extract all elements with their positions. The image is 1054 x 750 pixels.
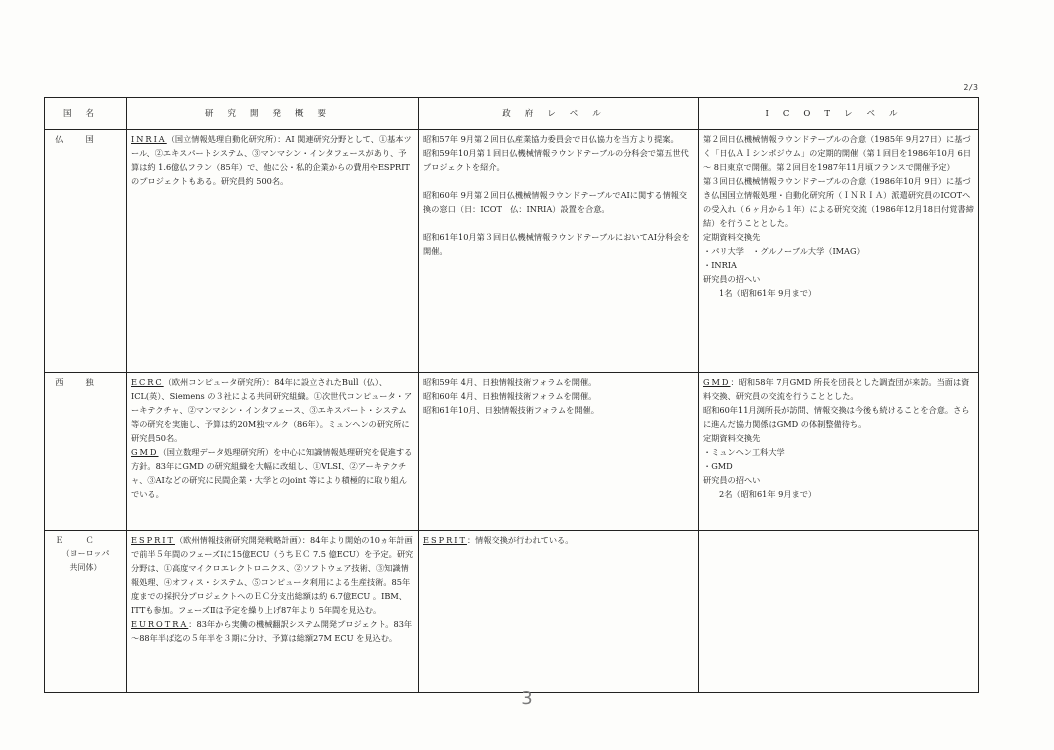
header-government: 政府レベル [419, 98, 699, 130]
government-item: 昭和60年 9月第２回日仏機械情報ラウンドテーブルでAIに関する情報交換の窓口（日：ICOT 仏：INRIA）設置を合意。 [423, 190, 688, 214]
government-cell [419, 373, 699, 531]
org-name: ECRC [131, 377, 164, 387]
icot-item: 定期資料交換先 [703, 433, 761, 443]
government-item: 昭和61年10月第３回日仏機械情報ラウンドテーブルにおいてAI分科会を開催。 [423, 232, 690, 256]
org-name: ESPRIT [131, 535, 175, 545]
header-icot: ICOTレベル [699, 98, 979, 130]
country-cell [45, 531, 127, 693]
org-name: EUROTRA [131, 619, 189, 629]
icot-item: ：昭和58年 7月GMD 所長を団長とした調査団が来訪。当面は資料交換、研究員の交流を行うこととした。 [703, 377, 970, 401]
research-text: （欧州情報技術研究開発戦略計画）：84年より開始の10ヵ年計画で前半５年間のフェーズⅠに15億ECU（うちＥＣ 7.5 億ECU）を予定。研究分野は、①高度マイクロエレクトロニクス、②ソフトウェア技術、③知識情報処理、④オフィス・システム、⑤コンピュータ利用による生産技術。85年度までの採択分プロジェクトへのＥＣ分支出総額は約 6.7億ECU 。IBM、ITTも参加。フェーズⅡは予定を繰り上げ87年より 5年間を見込む。 [131, 535, 414, 615]
icot-item: 第３回日仏機械情報ラウンドテーブルの合意（1986年10月 9日）に基づき仏国国立情報処理・自動化研究所（ＩＮＲＩＡ）派遣研究員のICOTへの受入れ（６ヶ月から１年）による研究交流（1986年12月18日付覚書締結）を行うこととした。 [703, 176, 974, 228]
icot-item: 昭和60年11月渕所長が訪問、情報交換は今後も続けることを合意。さらに進んだ協力関係はGMD の体制整備待ち。 [703, 405, 970, 429]
cooperation-table [44, 97, 979, 693]
icot-item: 1名（昭和61年 9月まで） [719, 288, 817, 298]
country-name: ＥＣ [55, 535, 116, 545]
icot-item: ・ミュンヘン工科大学 [703, 447, 785, 457]
government-item: 昭和60年 4月、日独情報技術フォラムを開催。 [423, 391, 597, 401]
icot-item: 第２回日仏機械情報ラウンドテーブルの合意（1985年 9月27日）に基づく「日仏ＡＩシンポジウム」の定期的開催（第１回目を1986年10月 6日～ 8日東京で開催。第２回目を1987年11月頃フランスで開催予定） [703, 134, 972, 172]
research-cell [127, 531, 419, 693]
header-country: 国名 [45, 98, 127, 130]
icot-cell [699, 373, 979, 531]
page-number: 3 [521, 688, 533, 709]
org-name: ESPRIT [423, 535, 467, 545]
table-row-west-germany [45, 373, 979, 531]
research-cell [127, 373, 419, 531]
research-text: （国立情報処理自動化研究所）：AI 関連研究分野として、①基本ツール、②エキスパートシステム、③マンマシン・インタフェースがあり、予算は約 1.6億仏フラン（85年）で、他に公・私的企業からの費用やESPRITのプロジェクトもある。研究員約 500名。 [131, 134, 412, 186]
government-item: 昭和57年 9月第２回日仏産業協力委員会で日仏協力を当方より提案。 [423, 134, 679, 144]
government-item: 昭和59年10月第１回日仏機械情報ラウンドテーブルの分科会で第五世代プロジェクトを紹介。 [423, 148, 689, 172]
page-mark: 2/3 [963, 83, 978, 92]
research-text: （欧州コンピュータ研究所）：84年に設立されたBull（仏）、ICL(英）、Siemens の３社による共同研究組織。①次世代コンピュータ・アーキテクチャ、②マンマシン・インタフェース、③エキスパート・システム等の研究を実施し、予算は約20M独マルク（86年）。ミュンヘンの研究所に研究員50名。 [131, 377, 413, 443]
government-item: 昭和61年10月、日独情報技術フォラムを開催。 [423, 405, 599, 415]
icot-item: 研究員の招へい [703, 274, 761, 284]
table-row-ec [45, 531, 979, 693]
icot-item: ・パリ大学 ・グルノーブル大学（IMAG） [703, 246, 865, 256]
org-name: INRIA [131, 134, 167, 144]
org-name: GMD [131, 447, 159, 457]
country-cell: 仏国 [45, 130, 127, 373]
government-item: ：情報交換が行われている。 [466, 535, 574, 545]
government-cell [419, 130, 699, 373]
research-text: （国立数理データ処理研究所）を中心に知識情報処理研究を促進する方針。83年にGMD の研究組織を大幅に改組し、①VLSI、②アーキテクチャ、③AIなどの研究に民間企業・大学とのjoint 等により積極的に取り組んでいる。 [131, 447, 413, 499]
table-row-france [45, 130, 979, 373]
table-header-row [45, 98, 979, 130]
icot-cell [699, 130, 979, 373]
government-item: 昭和59年 4月、日独情報技術フォラムを開催。 [423, 377, 597, 387]
org-name: GMD [703, 377, 731, 387]
research-cell [127, 130, 419, 373]
country-cell: 西独 [45, 373, 127, 531]
research-text: ：83年から実働の機械翻訳システム開発プロジェクト。83年～88年半ば迄の５年半を３期に分け、予算は総額27M ECU を見込む。 [131, 619, 413, 643]
icot-item: 定期資料交換先 [703, 232, 761, 242]
icot-item: ・INRIA [703, 260, 737, 270]
icot-item: ・GMD [703, 461, 733, 471]
government-cell [419, 531, 699, 693]
country-subname: 共同体） [69, 563, 102, 572]
icot-item: 2名（昭和61年 9月まで） [719, 489, 817, 499]
icot-item: 研究員の招へい [703, 475, 761, 485]
country-subname: （ヨーロッパ [61, 549, 110, 558]
header-research: 研究開発概要 [127, 98, 419, 130]
icot-cell [699, 531, 979, 693]
